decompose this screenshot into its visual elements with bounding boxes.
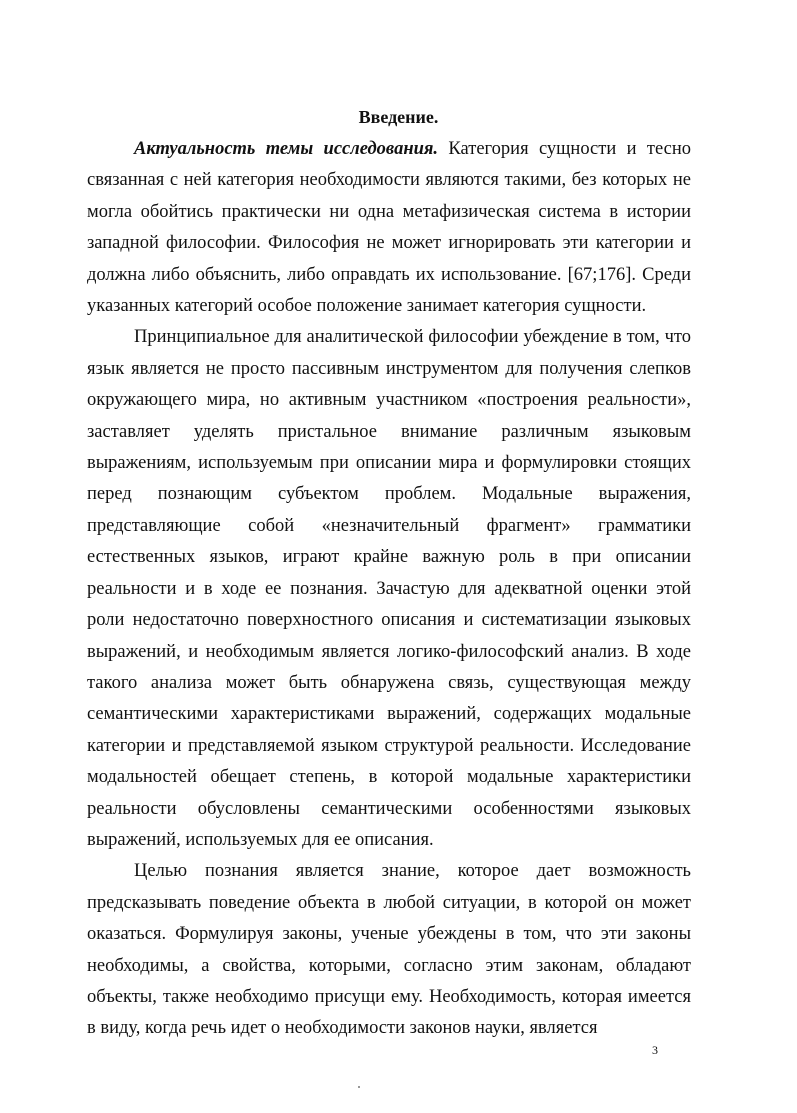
paragraph-text: Категория сущности и тесно связанная с ней категория необходимости являются такими, без которых не могла обойтись практически ни одна метафизическая система в истории западной философии. Философия не может игнорировать эти категории и должна либо объяснить, либо оправдать их использование. [67;176]. Среди указанных категорий особое положение занимает категория сущности. — [87, 139, 692, 317]
paragraph-language: Принципиальное для аналитической философии убеждение в том, что язык является не просто пассивным инструментом для получения слепков окружающего мира, но активным участником «построения реальности», заставляет уделять пристальное внимание различным языковым выражениям, используемым при описании мира и формулировки стоящих перед познающим субъектом проблем. Модальные выражения, представляющие собой «незначительный фрагмент» грамматики естественных языков, играют крайне важную роль в при описании реальности и в ходе ее познания. Зачастую для адекватной оценки этой роли недостаточно поверхностного описания и систематизации языковых выражений, и необходимым является логико-философский анализ. В ходе такого анализа может быть обнаружена связь, существующая между семантическими характеристиками выражений, содержащих модальные категории и представляемой языком структурой реальности. Исследование модальностей обещает степень, в которой модальные характеристики реальности обусловлены семантическими особенностями языковых выражений, используемых для ее описания. — [87, 327, 691, 850]
paragraph-cognition: Целью познания является знание, которое дает возможность предсказывать поведение объекта в любой ситуации, в которой он может оказаться. Формулируя законы, ученые убеждены в том, что эти законы необходимы, а свойства, которыми, согласно этим законам, обладают объекты, также необходимо присущи ему. Необходимость, которая имеется в виду, когда речь идет о необходимости законов науки, является — [87, 861, 691, 1039]
paragraph-lead: Актуальность темы исследования. — [134, 139, 439, 159]
scan-speck — [358, 1086, 360, 1088]
body-text — [87, 134, 691, 1045]
section-title: Введение. — [358, 107, 439, 127]
paragraph-relevance — [87, 134, 691, 322]
page-number: 3 — [652, 1043, 658, 1057]
